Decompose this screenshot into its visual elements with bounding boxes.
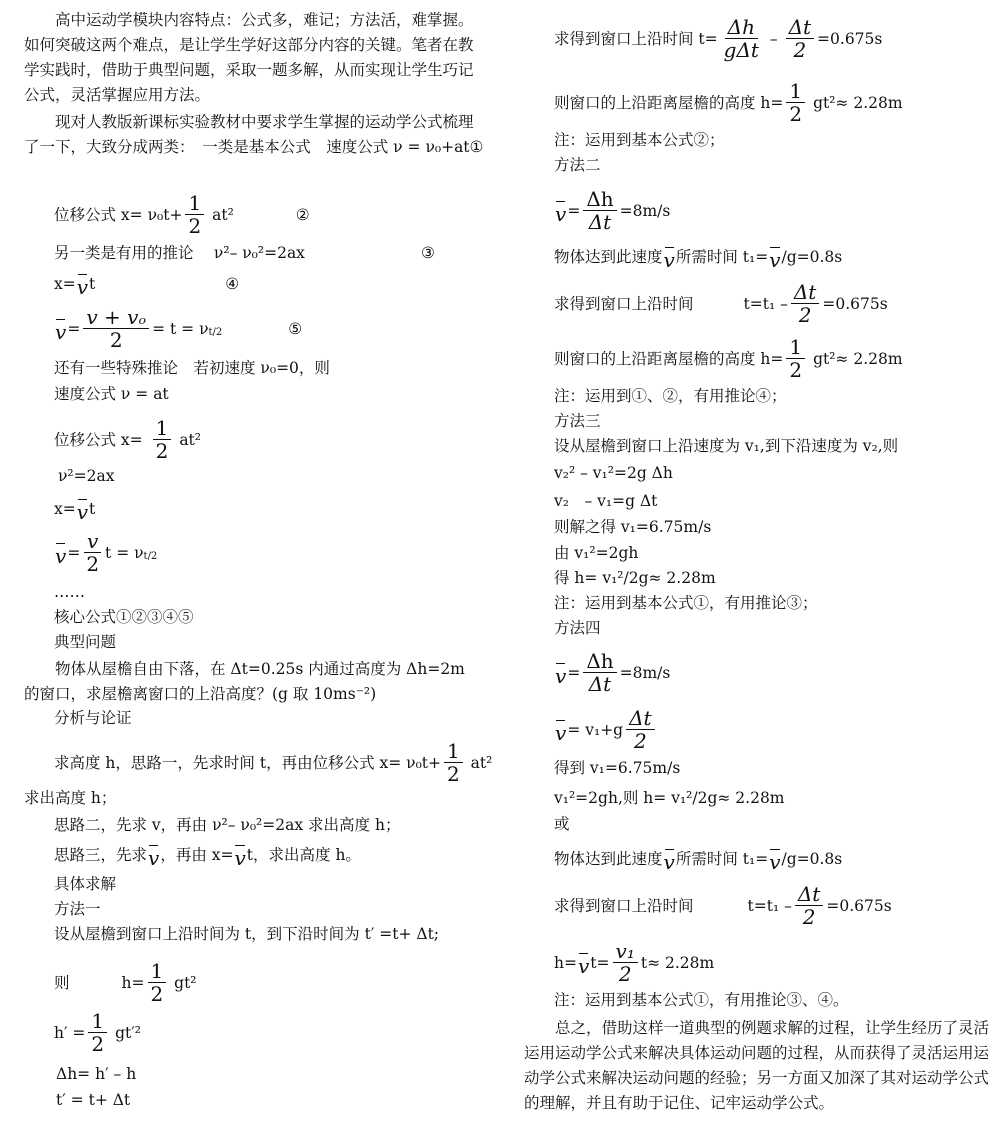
average-velocity-displacement-special: x= v t — [54, 496, 95, 522]
method-three-setup: 设从屋檐到窗口上沿速度为 v₁,到下沿速度为 v₂,则 — [554, 437, 899, 455]
fraction-one-half: $\frac{1}{2}$ — [153, 417, 172, 462]
formula-mark-5: ⑤ — [288, 319, 303, 338]
concrete-solution-heading: 具体求解 — [54, 875, 117, 893]
method-two-time-result: 求得到窗口上沿时间 t=t₁ – $\frac{\Delta t}{2}$ =0.675s — [554, 280, 888, 327]
fraction-dh-over-dt: $\frac{\Delta h}{\Delta t}$ — [583, 188, 616, 233]
fraction-dt-over-2: $\frac{\Delta t}{2}$ — [786, 16, 814, 61]
method-four-time-to-velocity: 物体达到此速度 v 所需时间 t₁= v /g=0.8s — [554, 846, 842, 872]
v-bar-symbol: v — [664, 244, 675, 270]
midpoint-velocity-formula-special: v = $\frac{v}{2}$ t = ν t/2 — [55, 529, 158, 576]
method-three-heading: 方法三 — [554, 412, 601, 430]
method-one-height-result: 则窗口的上沿距离屋檐的高度 h= $\frac{1}{2}$ gt²≈ 2.28m — [554, 79, 903, 126]
fraction-one-half: $\frac{1}{2}$ — [148, 960, 167, 1005]
midpoint-velocity-formula: v = $\frac{\text{v + vₒ}}{2}$ = t = ν t/2 ⑤ — [55, 305, 303, 352]
idea-one-line: 求高度 h，思路一，先求时间 t，再由位移公式 x= ν₀t+ $\frac{1}{2}$ at² — [54, 739, 493, 786]
fraction-one-half: $\frac{1}{2}$ — [786, 80, 805, 125]
method-three-eq2: v₂ – v₁=g Δt — [554, 492, 658, 510]
method-two-height-result: 则窗口的上沿距离屋檐的高度 h= $\frac{1}{2}$ gt²≈ 2.28m — [554, 335, 903, 382]
fraction-dt-over-2: $\frac{\Delta t}{2}$ — [626, 707, 654, 752]
method-four-or: 或 — [554, 815, 570, 833]
method-one-h-prime-equation: h′ = $\frac{1}{2}$ gt′² — [54, 1009, 141, 1056]
v-bar-symbol: v — [769, 244, 780, 270]
method-one-heading: 方法一 — [54, 900, 101, 918]
v-bar-symbol: v — [555, 198, 566, 224]
method-two-note: 注：运用到①、②，有用推论④； — [554, 387, 787, 405]
method-three-v1: 则解之得 v₁=6.75m/s — [554, 518, 712, 536]
average-velocity-displacement: x= v t ④ — [54, 271, 239, 297]
fraction-v-over-2: $\frac{v}{2}$ — [83, 530, 102, 575]
method-one-delta-h: Δh= h′ – h — [56, 1065, 137, 1083]
method-one-t-prime: t′ = t+ Δt — [56, 1091, 131, 1109]
fraction-dt-over-2: $\frac{\Delta t}{2}$ — [795, 883, 823, 928]
method-four-time-result: 求得到窗口上沿时间 t=t₁ – $\frac{\Delta t}{2}$ =0.675s — [554, 882, 892, 929]
v-bar-symbol: v — [148, 842, 159, 868]
idea-three: 思路三，先求 v ，再由 x= v t，求出高度 h。 — [54, 842, 361, 868]
velocity-squared-formula: ν²=2ax — [58, 467, 115, 485]
method-four-heading: 方法四 — [554, 619, 601, 637]
summary-paragraph: 总之，借助这样一道典型的例题求解的过程，让学生经历了灵活运用运动学公式来解决具体运动问题的过程，从而获得了灵活运用运动学公式来解决运动问题的经验；另一方面又加深了其对运动学公式的理解，并且有助于记住、记牢运动学公式。 — [524, 1019, 990, 1112]
method-four-average-velocity: v = $\frac{\Delta h}{\Delta t}$ =8m/s — [555, 649, 671, 696]
method-two-time-to-velocity: 物体达到此速度 v 所需时间 t₁= v /g=0.8s — [554, 244, 842, 270]
v-bar-symbol: v — [769, 846, 780, 872]
method-three-v1-squared: 由 v₁²=2gh — [554, 544, 639, 562]
method-four-height-result: h= v t= $\frac{\text{v₁}}{2}$ t≈ 2.28m — [554, 939, 715, 986]
intro-paragraph: 高中运动学模块内容特点：公式多，难记；方法活，难掌握。如何突破这两个难点，是让学生学好这部分内容的关键。笔者在教学实践时，借助于典型问题，采取一题多解，从而实现让学生巧记公式，灵活掌握应用方法。 — [24, 11, 474, 104]
method-four-note: 注：运用到基本公式①，有用推论③、④。 — [554, 991, 849, 1009]
v-bar-symbol: v — [555, 660, 566, 686]
method-three-note: 注：运用到基本公式①，有用推论③； — [554, 594, 818, 612]
fraction-dh-over-dt: $\frac{\Delta h}{\Delta t}$ — [583, 650, 616, 695]
fraction-dh-over-g-dt: $\frac{\Delta h}{\text{gΔt}}$ — [723, 15, 759, 62]
problem-statement: 物体从屋檐自由下落，在 Δt=0.25s 内通过高度为 Δh=2m 的窗口，求屋檐离窗口的上沿高度？(g 取 10ms⁻²) — [24, 660, 465, 703]
method-two-heading: 方法二 — [554, 156, 601, 174]
displacement-formula-special: 位移公式 x= $\frac{1}{2}$ at² — [54, 416, 202, 463]
method-two-average-velocity: v = $\frac{\Delta h}{\Delta t}$ =8m/s — [555, 187, 671, 234]
method-four-velocity-relation: v = v₁+g $\frac{\Delta t}{2}$ — [554, 707, 658, 752]
fraction-one-half: $\frac{1}{2}$ — [185, 192, 204, 237]
v-bar-symbol: v — [77, 271, 88, 297]
method-four-height: v₁²=2gh,则 h= v₁²/2g≈ 2.28m — [554, 789, 785, 807]
displacement-formula: 位移公式 x= ν₀t+ $\frac{1}{2}$ at² ② — [54, 191, 310, 238]
method-one-note: 注：运用到基本公式②； — [554, 131, 725, 149]
formula-mark-2: ② — [295, 205, 310, 224]
method-one-setup: 设从屋檐到窗口上沿时间为 t，到下沿时间为 t′ =t+ Δt; — [54, 925, 440, 943]
formula-mark-3: ③ — [420, 244, 435, 262]
formula-mark-4: ④ — [225, 275, 240, 293]
core-formulas: 核心公式①②③④⑤ — [54, 608, 194, 626]
fraction-one-half: $\frac{1}{2}$ — [444, 740, 463, 785]
fraction-one-half: $\frac{1}{2}$ — [786, 336, 805, 381]
v-bar-symbol: v — [55, 316, 66, 342]
v-bar-symbol: v — [555, 717, 566, 743]
fraction-dt-over-2: $\frac{\Delta t}{2}$ — [791, 281, 819, 326]
formula-overview-paragraph: 现对人教版新课标实验教材中要求学生掌握的运动学公式梳理了一下，大致分成两类： 一类是基本公式 速度公式 ν = ν₀+at① — [24, 113, 484, 156]
v-bar-symbol: v — [664, 846, 675, 872]
speed-formula-special: 速度公式 ν = at — [54, 385, 169, 403]
method-one-time-result: 求得到窗口上沿时间 t= $\frac{\Delta h}{\text{gΔt}}$ – $\frac{\Delta t}{2}$ =0.675s — [554, 15, 883, 62]
method-four-v1: 得到 v₁=6.75m/s — [554, 759, 681, 777]
v-bar-symbol: v — [55, 540, 66, 566]
analysis-heading: 分析与论证 — [54, 709, 132, 727]
typical-problem-heading: 典型问题 — [54, 633, 117, 651]
method-one-h-equation: 则 h= $\frac{1}{2}$ gt² — [54, 959, 197, 1006]
v-bar-symbol: v — [234, 842, 245, 868]
v-bar-symbol: v — [578, 950, 589, 976]
idea-two: 思路二，先求 v，再由 ν²– ν₀²=2ax 求出高度 h； — [54, 816, 401, 834]
special-inference-heading: 还有一些特殊推论 若初速度 ν₀=0，则 — [54, 359, 330, 377]
fraction-one-half: $\frac{1}{2}$ — [88, 1010, 107, 1055]
fraction-v-plus-v0-over-2: $\frac{\text{v + vₒ}}{2}$ — [83, 306, 149, 351]
ellipsis: …… — [54, 583, 85, 601]
method-three-eq1: v₂² – v₁²=2g Δh — [554, 464, 673, 482]
fraction-v1-over-2: $\frac{\text{v₁}}{2}$ — [613, 940, 638, 985]
idea-one-end: 求出高度 h； — [24, 789, 117, 807]
useful-inference-formula: 另一类是有用的推论 ν²– ν₀²=2ax ③ — [54, 244, 435, 262]
v-bar-symbol: v — [77, 496, 88, 522]
method-three-height-result: 得 h= v₁²/2g≈ 2.28m — [554, 569, 716, 587]
